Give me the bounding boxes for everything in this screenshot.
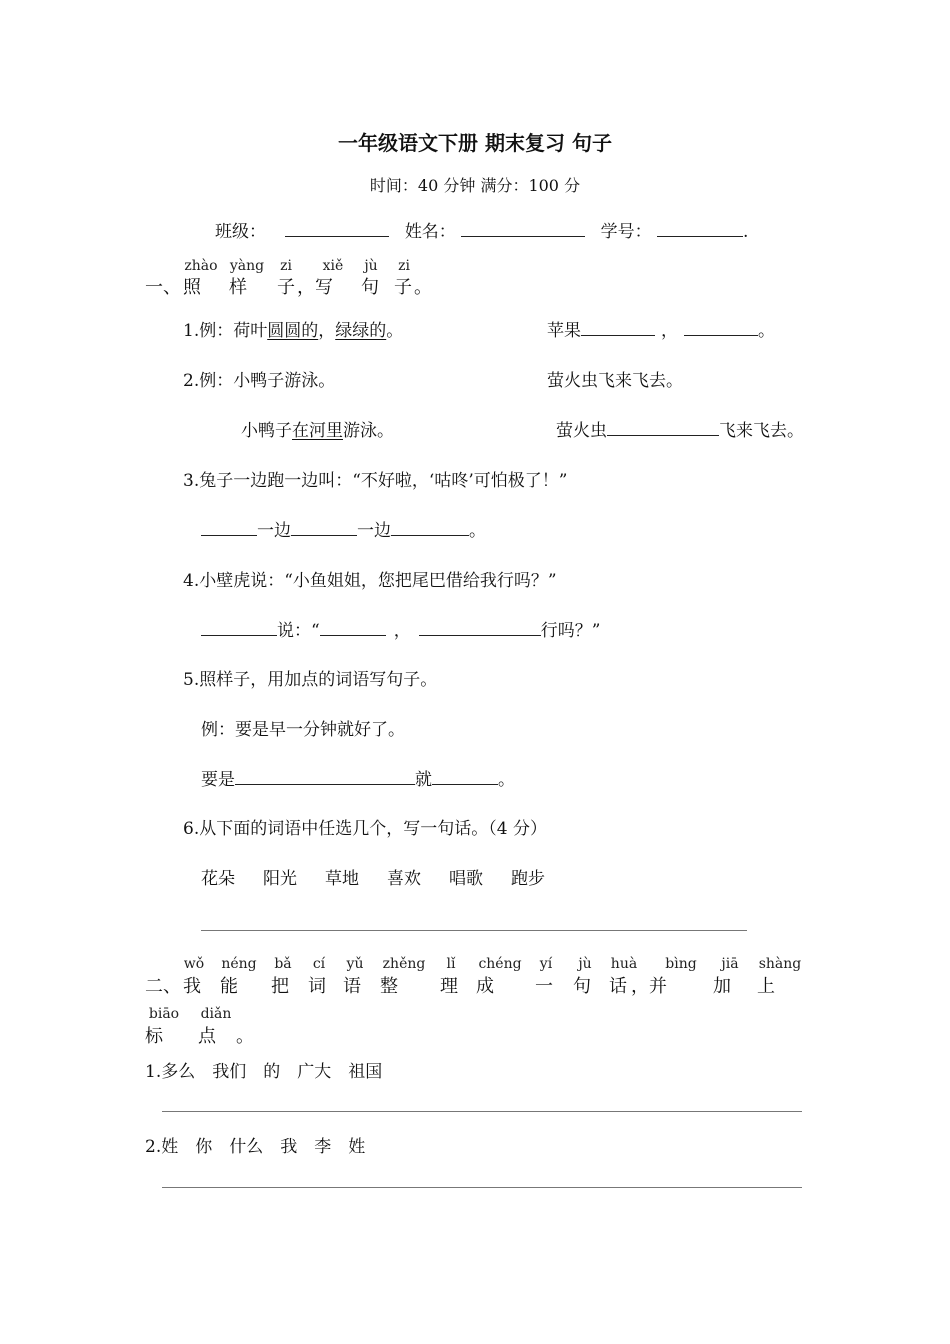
heading-char: 标 [145, 1026, 163, 1047]
pinyin: zi [280, 258, 292, 274]
q2-example: 小鸭子在河里游泳。 [241, 421, 394, 441]
heading-char: 上 [757, 976, 775, 997]
pinyin: diǎn [200, 1006, 232, 1022]
q5-example: 例：要是早一分钟就好了。 [201, 720, 405, 740]
q2-right: 萤火虫飞来飞去。 [547, 371, 683, 391]
pinyin: lǐ [446, 956, 456, 972]
answer-blank[interactable] [320, 621, 386, 636]
id-blank[interactable] [657, 222, 743, 237]
pinyin: xiě [322, 258, 344, 274]
heading-char: 加 [713, 976, 731, 997]
answer-blank[interactable] [581, 321, 655, 336]
pinyin: jiā [721, 956, 739, 972]
student-info-row [215, 217, 748, 242]
heading-char: 样 [229, 277, 247, 298]
q3-label: 3.兔子一边跑一边叫：“不好啦，‘咕咚’可怕极了！” [183, 471, 568, 491]
pinyin: jù [364, 258, 378, 274]
word-item: 跑步 [511, 869, 545, 889]
heading-char: 一 [535, 976, 553, 997]
answer-blank[interactable] [684, 321, 758, 336]
word-item: 唱歌 [449, 869, 483, 889]
word-item: 草地 [325, 869, 359, 889]
header-end: . [743, 222, 749, 242]
heading-char: ，写 [297, 277, 333, 298]
q6-label: 6.从下面的词语中任选几个，写一句话。（4 分） [183, 819, 547, 839]
pinyin: zhào [184, 258, 218, 274]
pinyin: bǎ [274, 956, 292, 972]
q5-label: 5.照样子，用加点的词语写句子。 [183, 670, 438, 690]
heading-char: 能 [220, 976, 238, 997]
heading-char: 成 [476, 976, 494, 997]
answer-blank[interactable] [201, 521, 257, 536]
pinyin: bìng [665, 956, 697, 972]
q3-answer: 一边 一边 。 [201, 516, 486, 541]
heading-char: ，并 [631, 976, 667, 997]
word-item: 喜欢 [387, 869, 421, 889]
heading-char: 把 [271, 976, 289, 997]
pinyin: cí [312, 956, 326, 972]
heading-char: 句 [573, 976, 591, 997]
pinyin: yí [539, 956, 553, 972]
class-blank[interactable] [285, 222, 389, 237]
heading-char: 照 [183, 277, 201, 298]
q1-example: 1.例：荷叶圆圆的，绿绿的。 [183, 321, 404, 341]
answer-blank[interactable] [419, 621, 541, 636]
answer-line[interactable] [162, 1187, 802, 1188]
name-label: 姓名： [404, 222, 456, 242]
word-bank [201, 864, 573, 889]
answer-blank[interactable] [201, 621, 277, 636]
answer-line[interactable] [201, 930, 747, 931]
page-title: 一年级语文下册 期末复习 句子 [338, 131, 612, 155]
underlined-example: 圆圆的 [267, 321, 319, 341]
pinyin: zhěng [382, 956, 426, 972]
pinyin: yàng [229, 258, 265, 274]
word-item: 花朵 [201, 869, 235, 889]
answer-line[interactable] [162, 1111, 802, 1112]
s2-q2: 2.姓 你 什么 我 李 姓 [145, 1137, 366, 1157]
heading-char: 。 [236, 1026, 254, 1047]
s2-q1: 1.多么 我们 的 广大 祖国 [145, 1062, 383, 1082]
id-label: 学号： [600, 222, 652, 242]
pinyin: yǔ [346, 956, 364, 972]
pinyin: chéng [478, 956, 522, 972]
heading-char: 理 [440, 976, 458, 997]
heading-char: 词 [308, 976, 326, 997]
name-blank[interactable] [461, 222, 585, 237]
pinyin: zi [398, 258, 410, 274]
heading-char: 。 [414, 277, 432, 298]
heading-char: 子 [277, 277, 295, 298]
q1-answer: 苹果 ， 。 [547, 321, 775, 341]
answer-blank[interactable] [291, 521, 357, 536]
section1-prefix: 一、 [145, 277, 181, 298]
exam-meta: 时间：40 分钟 满分：100 分 [369, 176, 581, 195]
pinyin: néng [221, 956, 257, 972]
class-label: 班级： [215, 222, 266, 242]
pinyin: wǒ [183, 956, 205, 972]
heading-char: 整 [380, 976, 398, 997]
word-item: 阳光 [263, 869, 297, 889]
section2-prefix: 二、 [145, 976, 181, 997]
heading-char: 子 [394, 277, 412, 298]
heading-char: 句 [361, 277, 379, 298]
pinyin: jù [578, 956, 592, 972]
answer-blank[interactable] [432, 770, 498, 785]
underlined-example: 在河里 [292, 421, 343, 441]
heading-char: 语 [343, 976, 361, 997]
answer-blank[interactable] [607, 421, 719, 436]
pinyin: shàng [758, 956, 802, 972]
heading-char: 话 [609, 976, 627, 997]
q5-answer: 要是 就 。 [201, 770, 515, 790]
q2-label: 2.例：小鸭子游泳。 [183, 371, 336, 391]
q2-answer: 萤火虫 飞来飞去。 [556, 421, 804, 441]
heading-char: 我 [183, 976, 201, 997]
pinyin: huà [610, 956, 638, 972]
heading-char: 点 [198, 1026, 216, 1047]
answer-blank[interactable] [235, 770, 415, 785]
underlined-example: 绿绿的 [335, 321, 387, 341]
q4-label: 4.小壁虎说：“小鱼姐姐，您把尾巴借给我行吗？” [183, 571, 557, 591]
pinyin: biāo [148, 1006, 180, 1022]
q4-answer: 说：“ ， 行吗？” [201, 616, 600, 641]
answer-blank[interactable] [391, 521, 469, 536]
